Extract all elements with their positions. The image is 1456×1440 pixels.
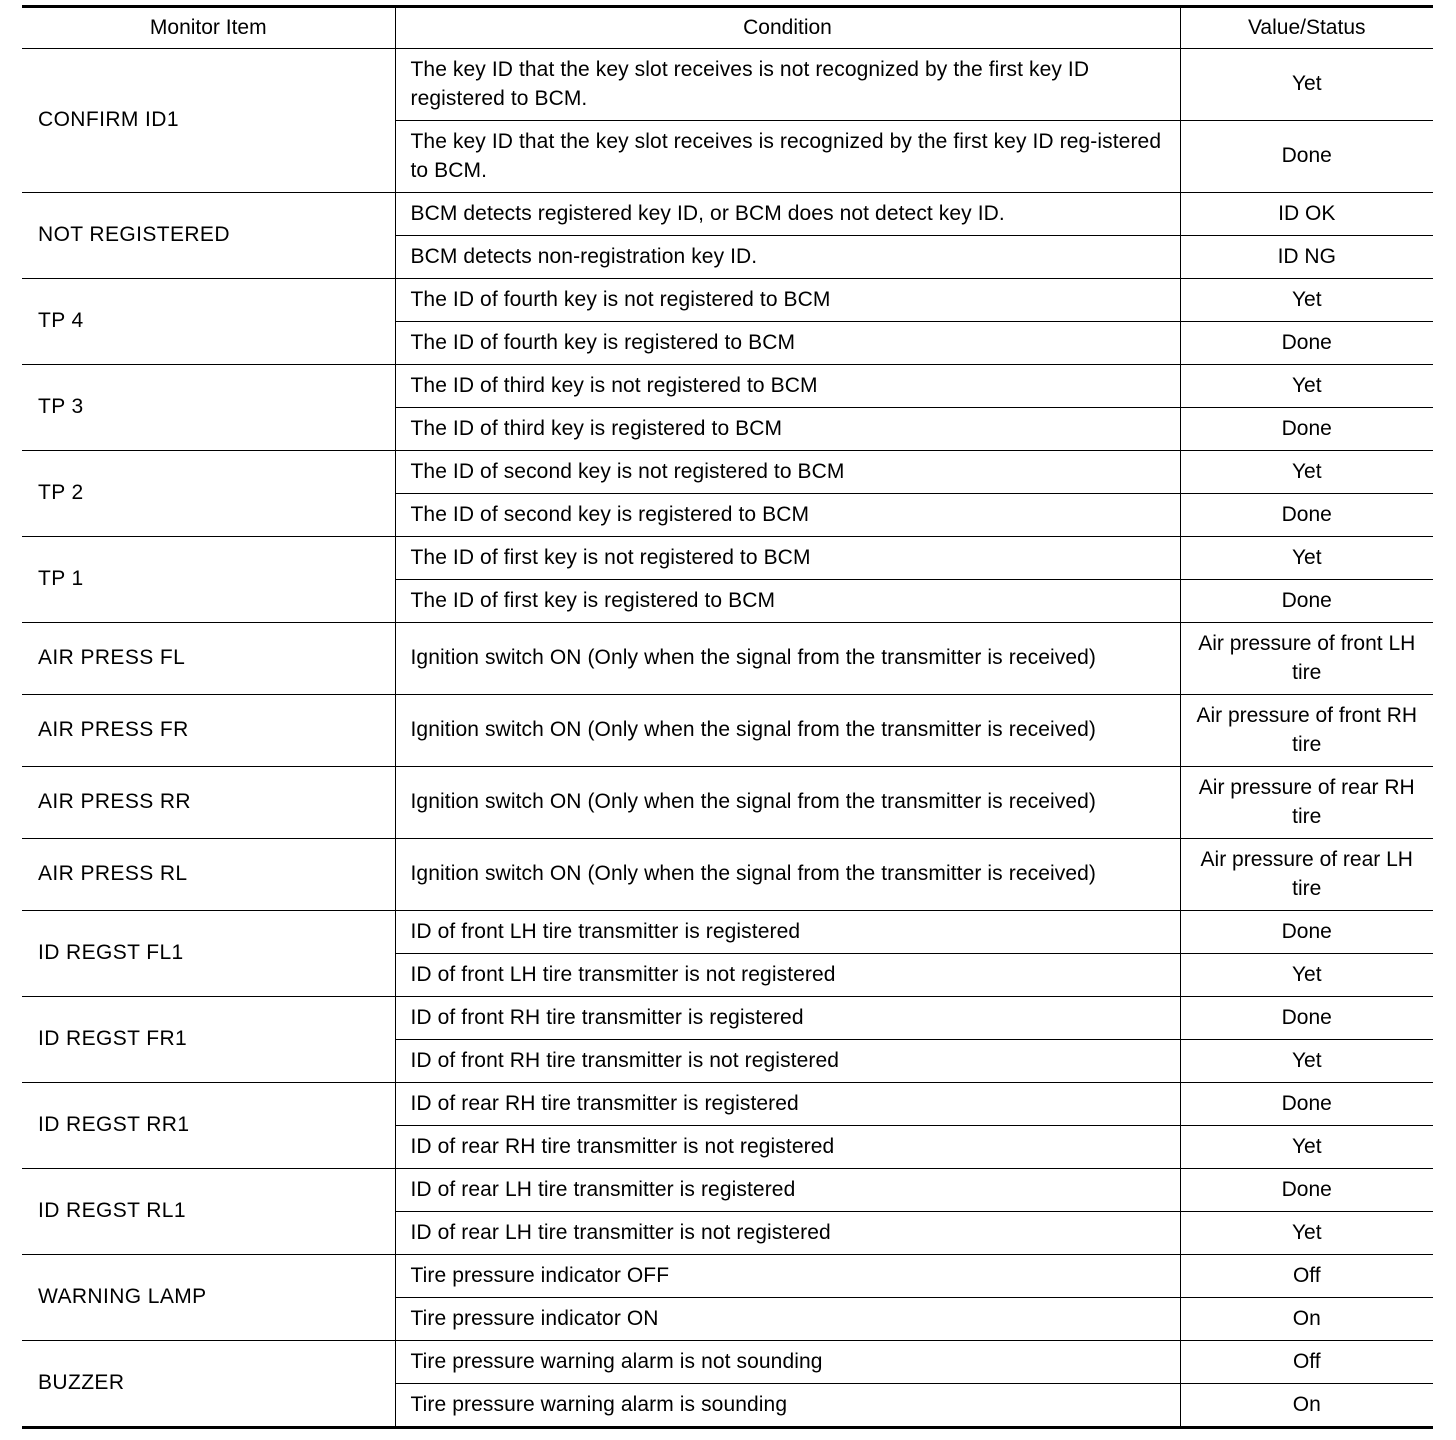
table-row	[22, 1341, 1433, 1384]
table-header	[22, 7, 1433, 49]
value-status-cell: On	[1180, 1298, 1433, 1341]
table-row	[22, 537, 1433, 580]
table-body	[22, 49, 1433, 1428]
condition-cell: Tire pressure warning alarm is sounding	[395, 1384, 1180, 1428]
value-status-cell: Air pressure of rear RH tire	[1180, 767, 1433, 839]
table-row	[22, 1255, 1433, 1298]
monitor-item-cell: TP 2	[22, 451, 395, 537]
condition-cell: The ID of second key is not registered to BCM	[395, 451, 1180, 494]
monitor-item-cell: TP 4	[22, 279, 395, 365]
value-status-cell: Done	[1180, 322, 1433, 365]
value-status-cell: Air pressure of front LH tire	[1180, 623, 1433, 695]
monitor-item-cell: NOT REGISTERED	[22, 193, 395, 279]
value-status-cell: Yet	[1180, 954, 1433, 997]
table-row	[22, 695, 1433, 767]
value-status-cell: Done	[1180, 911, 1433, 954]
value-status-cell: Yet	[1180, 365, 1433, 408]
value-status-cell: Yet	[1180, 1040, 1433, 1083]
table-row	[22, 623, 1433, 695]
monitor-item-cell: AIR PRESS FR	[22, 695, 395, 767]
header-row	[22, 7, 1433, 49]
table-row	[22, 1169, 1433, 1212]
condition-cell: ID of front RH tire transmitter is not registered	[395, 1040, 1180, 1083]
condition-cell: The key ID that the key slot receives is not recognized by the first key ID registered to BCM.	[395, 49, 1180, 121]
table-row	[22, 911, 1433, 954]
condition-cell: ID of rear RH tire transmitter is registered	[395, 1083, 1180, 1126]
monitor-item-cell: TP 3	[22, 365, 395, 451]
monitor-item-cell: ID REGST FR1	[22, 997, 395, 1083]
monitor-item-cell: CONFIRM ID1	[22, 49, 395, 193]
monitor-item-table	[22, 5, 1433, 1429]
condition-cell: ID of front LH tire transmitter is registered	[395, 911, 1180, 954]
monitor-item-cell: ID REGST FL1	[22, 911, 395, 997]
value-status-cell: Yet	[1180, 1212, 1433, 1255]
value-status-cell: Done	[1180, 1169, 1433, 1212]
condition-cell: ID of rear RH tire transmitter is not registered	[395, 1126, 1180, 1169]
condition-cell: The ID of second key is registered to BCM	[395, 494, 1180, 537]
header-value-status: Value/Status	[1180, 7, 1433, 49]
condition-cell: Ignition switch ON (Only when the signal from the transmitter is received)	[395, 623, 1180, 695]
condition-cell: BCM detects non-registration key ID.	[395, 236, 1180, 279]
condition-cell: Tire pressure indicator ON	[395, 1298, 1180, 1341]
condition-cell: The key ID that the key slot receives is recognized by the first key ID reg-istered to BCM.	[395, 121, 1180, 193]
condition-cell: The ID of fourth key is registered to BCM	[395, 322, 1180, 365]
monitor-item-cell: TP 1	[22, 537, 395, 623]
value-status-cell: Yet	[1180, 279, 1433, 322]
value-status-cell: ID OK	[1180, 193, 1433, 236]
table-row	[22, 193, 1433, 236]
table-row	[22, 451, 1433, 494]
value-status-cell: Done	[1180, 997, 1433, 1040]
condition-cell: The ID of first key is not registered to BCM	[395, 537, 1180, 580]
table-row	[22, 365, 1433, 408]
condition-cell: ID of front RH tire transmitter is registered	[395, 997, 1180, 1040]
condition-cell: Ignition switch ON (Only when the signal from the transmitter is received)	[395, 695, 1180, 767]
condition-cell: ID of rear LH tire transmitter is registered	[395, 1169, 1180, 1212]
table-row	[22, 997, 1433, 1040]
value-status-cell: Yet	[1180, 451, 1433, 494]
condition-cell: The ID of first key is registered to BCM	[395, 580, 1180, 623]
value-status-cell: Off	[1180, 1255, 1433, 1298]
condition-cell: BCM detects registered key ID, or BCM does not detect key ID.	[395, 193, 1180, 236]
table-row	[22, 839, 1433, 911]
condition-cell: Ignition switch ON (Only when the signal from the transmitter is received)	[395, 767, 1180, 839]
value-status-cell: Yet	[1180, 537, 1433, 580]
condition-cell: Tire pressure indicator OFF	[395, 1255, 1180, 1298]
value-status-cell: Done	[1180, 121, 1433, 193]
value-status-cell: Yet	[1180, 49, 1433, 121]
value-status-cell: Off	[1180, 1341, 1433, 1384]
value-status-cell: Done	[1180, 580, 1433, 623]
value-status-cell: Air pressure of rear LH tire	[1180, 839, 1433, 911]
monitor-item-cell: ID REGST RL1	[22, 1169, 395, 1255]
value-status-cell: Done	[1180, 1083, 1433, 1126]
value-status-cell: Done	[1180, 408, 1433, 451]
table-row	[22, 767, 1433, 839]
table-row	[22, 279, 1433, 322]
monitor-item-cell: WARNING LAMP	[22, 1255, 395, 1341]
value-status-cell: On	[1180, 1384, 1433, 1428]
monitor-item-cell: BUZZER	[22, 1341, 395, 1428]
monitor-item-cell: ID REGST RR1	[22, 1083, 395, 1169]
condition-cell: Ignition switch ON (Only when the signal from the transmitter is received)	[395, 839, 1180, 911]
condition-cell: The ID of fourth key is not registered to BCM	[395, 279, 1180, 322]
condition-cell: Tire pressure warning alarm is not sounding	[395, 1341, 1180, 1384]
condition-cell: The ID of third key is not registered to BCM	[395, 365, 1180, 408]
monitor-item-cell: AIR PRESS RL	[22, 839, 395, 911]
header-condition: Condition	[395, 7, 1180, 49]
table-row	[22, 49, 1433, 121]
value-status-cell: Air pressure of front RH tire	[1180, 695, 1433, 767]
condition-cell: ID of front LH tire transmitter is not registered	[395, 954, 1180, 997]
table-row	[22, 1083, 1433, 1126]
value-status-cell: ID NG	[1180, 236, 1433, 279]
condition-cell: ID of rear LH tire transmitter is not registered	[395, 1212, 1180, 1255]
monitor-item-cell: AIR PRESS RR	[22, 767, 395, 839]
header-monitor-item: Monitor Item	[22, 7, 395, 49]
value-status-cell: Yet	[1180, 1126, 1433, 1169]
value-status-cell: Done	[1180, 494, 1433, 537]
monitor-item-cell: AIR PRESS FL	[22, 623, 395, 695]
condition-cell: The ID of third key is registered to BCM	[395, 408, 1180, 451]
